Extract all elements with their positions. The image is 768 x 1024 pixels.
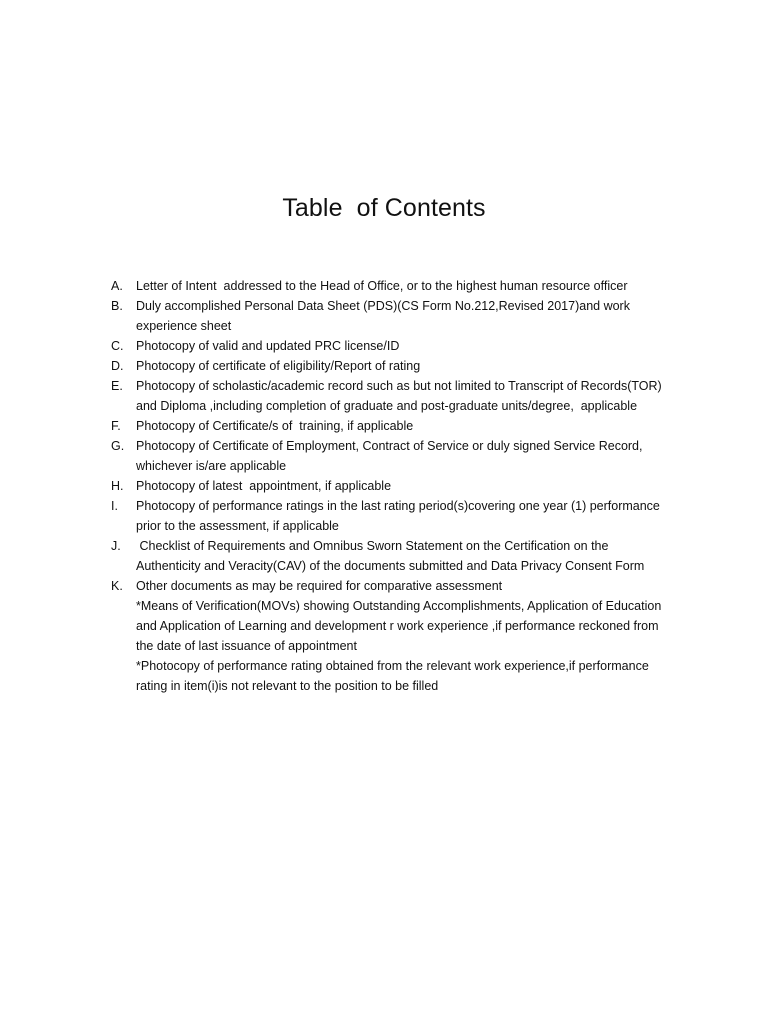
list-item-line: *Photocopy of performance rating obtained from the relevant work experience,if performance — [136, 659, 649, 673]
list-item — [111, 436, 711, 476]
list-item-line: *Means of Verification(MOVs) showing Outstanding Accomplishments, Application of Education — [136, 599, 662, 613]
list-item-text — [136, 376, 711, 416]
list-item-marker: D. — [111, 359, 124, 373]
list-item — [111, 476, 711, 496]
list-item-line: Photocopy of certificate of eligibility/Report of rating — [136, 359, 421, 373]
list-item-line: Photocopy of scholastic/academic record such as but not limited to Transcript of Records(TOR) — [136, 379, 662, 393]
list-item — [111, 416, 711, 436]
list-item-marker: C. — [111, 339, 124, 353]
list-item — [111, 376, 711, 416]
list-item-line: Photocopy of Certificate/s of training, if applicable — [136, 419, 414, 433]
list-item-line: prior to the assessment, if applicable — [136, 519, 339, 533]
list-item-line: Letter of Intent addressed to the Head of Office, or to the highest human resource officer — [136, 279, 628, 293]
list-item — [111, 536, 711, 576]
list-item-line: rating in item(i)is not relevant to the position to be filled — [136, 679, 439, 693]
list-item-text — [136, 336, 711, 356]
list-item-line: experience sheet — [136, 319, 232, 333]
list-item-marker: B. — [111, 299, 123, 313]
list-item-line: whichever is/are applicable — [136, 459, 287, 473]
list-item-text — [136, 296, 711, 336]
list-item-line: Other documents as may be required for comparative assessment — [136, 579, 503, 593]
list-item-line: Duly accomplished Personal Data Sheet (PDS)(CS Form No.212,Revised 2017)and work — [136, 299, 630, 313]
list-item-line: Photocopy of Certificate of Employment, Contract of Service or duly signed Service Record, — [136, 439, 643, 453]
list-item-marker: G. — [111, 439, 125, 453]
table-of-contents-list — [111, 276, 711, 696]
list-item-line: Photocopy of valid and updated PRC license/ID — [136, 339, 400, 353]
list-item-text — [136, 536, 711, 576]
list-item-marker: F. — [111, 419, 121, 433]
list-item — [111, 336, 711, 356]
list-item — [111, 576, 711, 696]
list-item-text — [136, 496, 711, 536]
list-item-marker: K. — [111, 579, 123, 593]
list-item-marker: E. — [111, 379, 123, 393]
list-item — [111, 356, 711, 376]
list-item-line: Checklist of Requirements and Omnibus Sworn Statement on the Certification on the — [136, 539, 609, 553]
list-item-line: Photocopy of latest appointment, if applicable — [136, 479, 392, 493]
list-item-line: Photocopy of performance ratings in the last rating period(s)covering one year (1) performance — [136, 499, 660, 513]
list-item-text — [136, 276, 711, 296]
list-item-text — [136, 416, 711, 436]
list-item-text — [136, 576, 711, 696]
list-item-marker: I. — [111, 499, 118, 513]
list-item — [111, 276, 711, 296]
list-item — [111, 496, 711, 536]
list-item-marker: J. — [111, 539, 121, 553]
list-item-marker: H. — [111, 479, 124, 493]
list-item — [111, 296, 711, 336]
list-item-line: the date of last issuance of appointment — [136, 639, 357, 653]
list-item-line: Authenticity and Veracity(CAV) of the documents submitted and Data Privacy Consent Form — [136, 559, 645, 573]
list-item-text — [136, 436, 711, 476]
list-item-text — [136, 476, 711, 496]
page-title: Table of Contents — [282, 194, 486, 222]
list-item-text — [136, 356, 711, 376]
list-item-line: and Diploma ,including completion of graduate and post-graduate units/degree, applicable — [136, 399, 638, 413]
list-item-marker: A. — [111, 279, 123, 293]
list-item-line: and Application of Learning and development r work experience ,if performance reckoned from — [136, 619, 659, 633]
